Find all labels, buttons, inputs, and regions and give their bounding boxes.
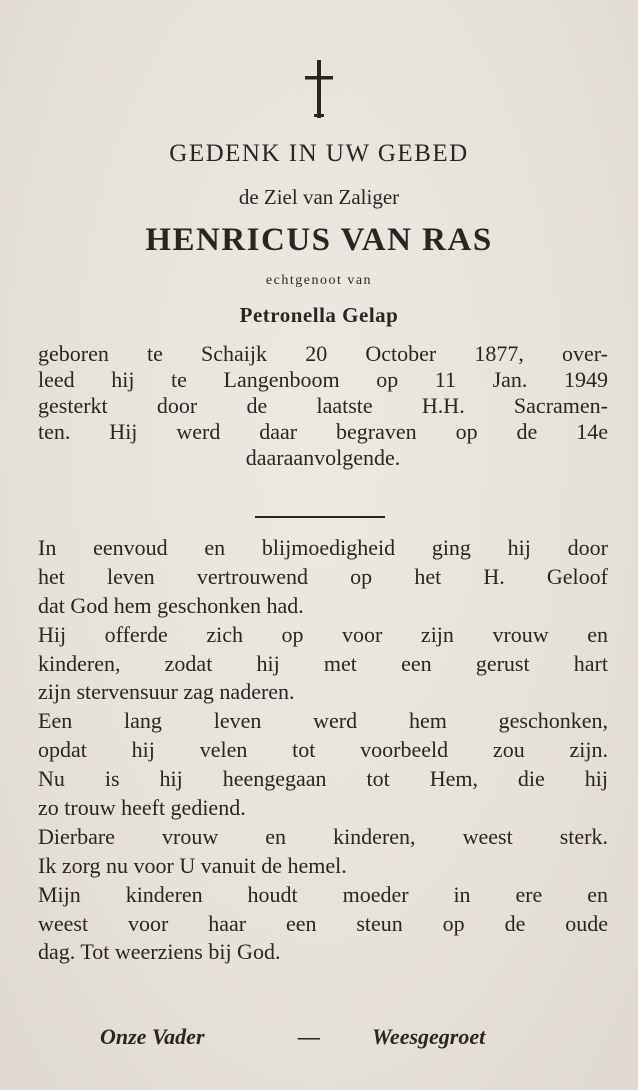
remembrance-text (38, 534, 608, 967)
poem-line: dag. Tot weerziens bij God. (38, 939, 281, 965)
bio-line: ten. Hij werd daar begraven op de 14e (38, 419, 608, 444)
deceased-name: HENRICUS VAN RAS (145, 222, 493, 258)
divider-rule (255, 516, 385, 518)
poem-line: Hij offerde zich op voor zijn vrouw en (38, 621, 608, 647)
poem-line: In eenvoud en blijmoedigheid ging hij door (38, 535, 608, 560)
poem-line: dat God hem geschonken had. (38, 592, 304, 618)
heading-gedenk: GEDENK IN UW GEBED (169, 140, 469, 167)
bio-line: gesterkt door de laatste H.H. Sacramen- (38, 393, 608, 418)
poem-line: Dierbare vrouw en kinderen, weest sterk. (38, 823, 608, 849)
spouse-name: Petronella Gelap (239, 303, 399, 327)
biography-paragraph (38, 341, 608, 471)
poem-line: zijn stervensuur zag naderen. (38, 679, 295, 705)
poem-line: kinderen, zodat hij met een gerust hart (38, 650, 608, 676)
relation-label: echtgenoot van (265, 273, 373, 288)
bio-line: leed hij te Langenboom op 11 Jan. 1949 (38, 367, 608, 392)
bio-line: daaraanvolgende. (245, 445, 401, 470)
poem-line: Een lang leven werd hem geschonken, (38, 708, 608, 734)
prayer-weesgegroet: Weesgegroet (372, 1024, 486, 1049)
heading-ziel: de Ziel van Zaliger (238, 185, 400, 209)
bio-line: geboren te Schaijk 20 October 1877, over- (38, 341, 608, 366)
latin-cross-icon (302, 58, 336, 120)
poem-line: weest voor haar een steun op de oude (38, 910, 608, 936)
poem-line: Nu is hij heengegaan tot Hem, die hij (38, 766, 608, 792)
prayer-separator: — (298, 1024, 320, 1049)
poem-line: het leven vertrouwend op het H. Geloof (38, 563, 608, 589)
poem-line: Mijn kinderen houdt moeder in ere en (38, 881, 608, 907)
poem-line: Ik zorg nu voor U vanuit de hemel. (38, 852, 347, 878)
poem-line: zo trouw heeft gediend. (38, 795, 246, 821)
poem-line: opdat hij velen tot voorbeeld zou zijn. (38, 737, 608, 763)
prayer-onze-vader: Onze Vader (100, 1024, 205, 1049)
